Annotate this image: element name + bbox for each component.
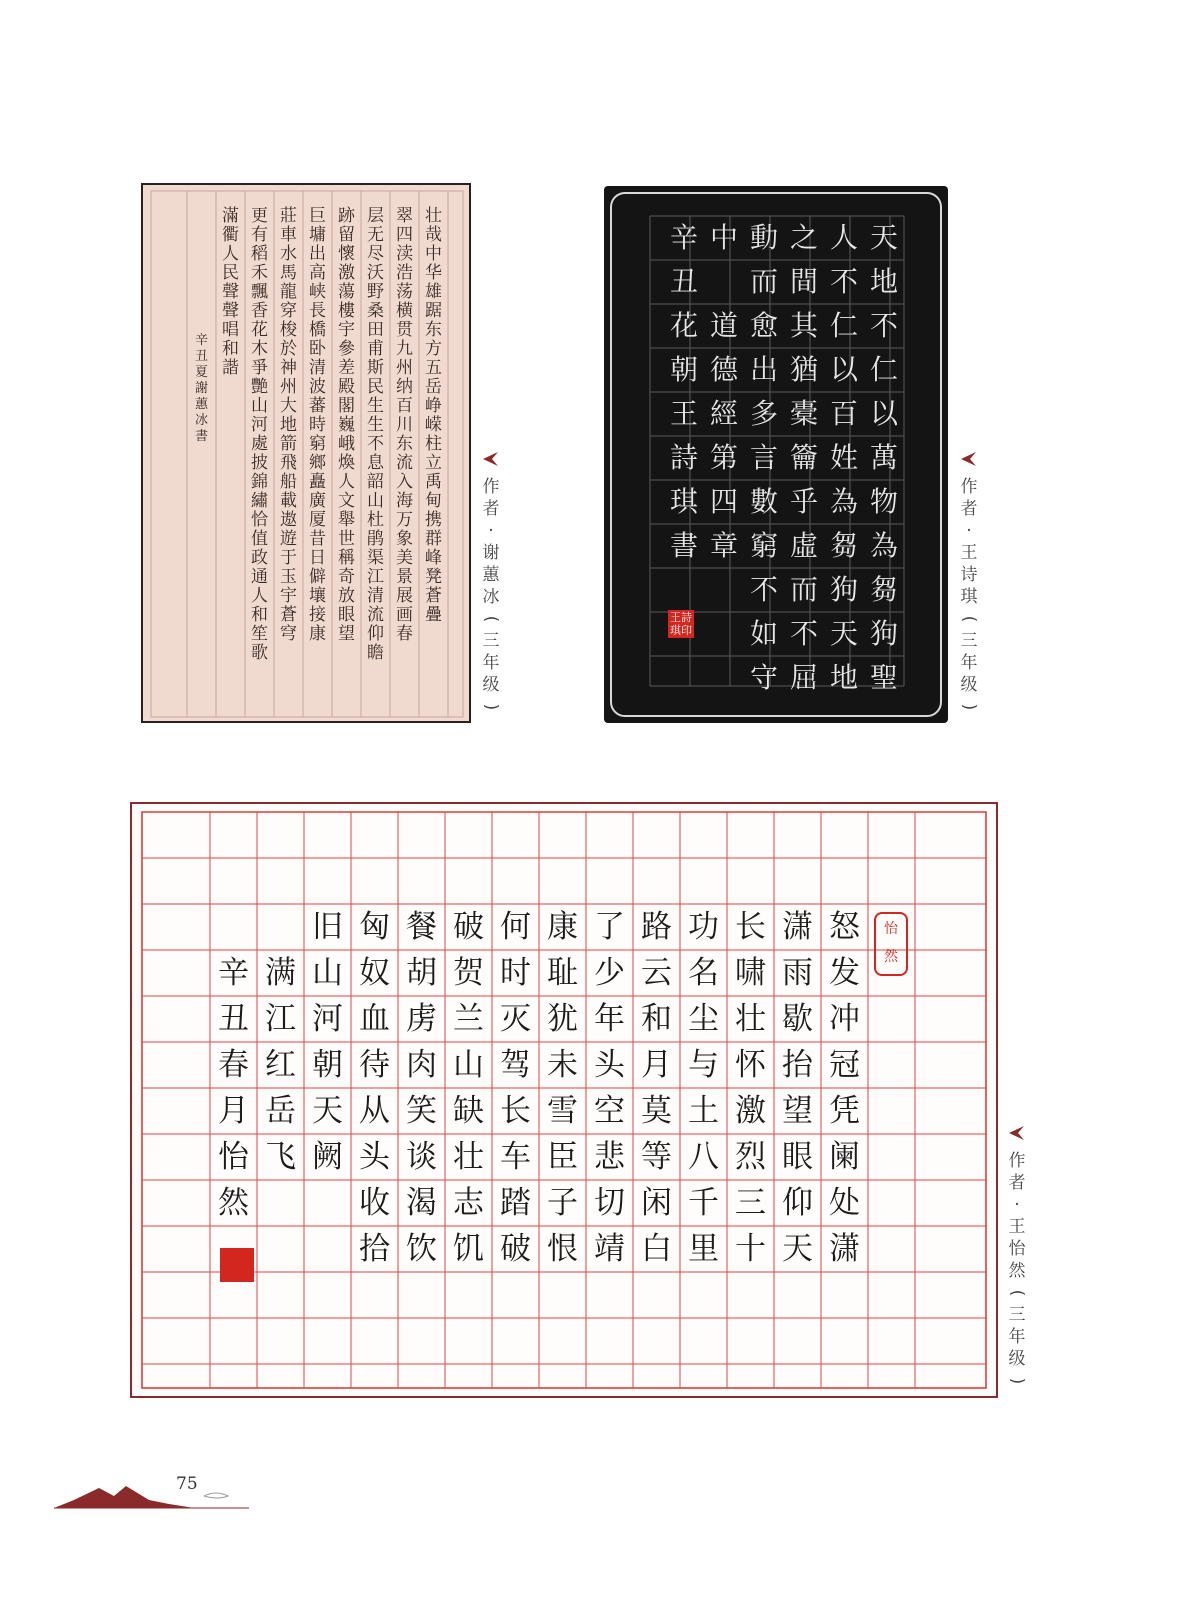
grid-character: 天 [782, 1231, 813, 1267]
grid-character: 未 [547, 1047, 578, 1083]
board-character: 花 [669, 309, 698, 342]
board-character: 不 [749, 573, 778, 606]
board-character: 姓 [829, 441, 858, 474]
board-character: 朝 [669, 353, 698, 386]
grid-character: 待 [359, 1047, 390, 1083]
calligraphy-work-xie-huibing [141, 183, 471, 723]
grid-character: 拾 [359, 1231, 390, 1267]
caption-grade: 三年级 [1008, 1305, 1026, 1369]
seal-text: 王詩琪印 [670, 611, 692, 637]
board-character: 不 [829, 265, 858, 298]
board-character: 為 [869, 529, 898, 562]
grid-character: 月 [641, 1047, 672, 1083]
caption-label: 作者 [960, 477, 978, 519]
grid-character: 臣 [547, 1139, 578, 1175]
board-character: 而 [749, 265, 778, 298]
grid-character: 雨 [782, 955, 813, 991]
text-column: 壮哉中华雄踞东方五岳峥嵘柱立禹甸携群峰凳蒼疊 [425, 206, 442, 625]
board-character: 愈 [749, 309, 778, 342]
mountain-decoration-icon [54, 1480, 254, 1514]
grid-character: 春 [218, 1047, 249, 1083]
board-character: 仁 [829, 309, 858, 342]
grid-character: 处 [829, 1185, 860, 1221]
grid-character: 眼 [782, 1139, 813, 1175]
grid-character: 里 [688, 1231, 719, 1267]
board-character: 窮 [749, 529, 778, 562]
grid-character: 和 [641, 1001, 672, 1037]
grid-character: 空 [594, 1093, 625, 1129]
caption-paren: ) [481, 703, 501, 711]
board-character: 動 [749, 221, 778, 254]
grid-character: 月 [218, 1093, 249, 1129]
board-character: 為 [829, 485, 858, 518]
grid-character: 餐 [406, 909, 437, 945]
caption-name: 谢蕙冰 [482, 543, 500, 607]
text-column: 巨墉出高峡長橋卧清波蕃時窮鄉矗廣厦昔日僻壤接康 [309, 206, 326, 644]
board-character: 琪 [669, 485, 698, 518]
board-character: 乎 [789, 485, 818, 518]
grid-character: 灭 [500, 1001, 531, 1037]
board-character: 如 [749, 617, 778, 650]
grid-character: 切 [594, 1185, 625, 1221]
board-character: 人 [829, 221, 858, 254]
caption-arrow-icon [480, 450, 500, 472]
board-character: 萬 [869, 441, 898, 474]
grid-character: 了 [594, 909, 625, 945]
board-character: 出 [749, 353, 778, 386]
board-character: 言 [749, 441, 778, 474]
grid-character: 贺 [453, 955, 484, 991]
board-character: 狗 [869, 617, 898, 650]
board-character: 多 [749, 397, 778, 430]
board-character: 橐 [789, 397, 818, 430]
grid-character: 辛 [218, 955, 249, 991]
board-character: 芻 [869, 573, 898, 606]
author-caption [958, 476, 980, 718]
grid-character: 阑 [829, 1139, 860, 1175]
text-column: 翠四渎浩荡横贯九州纳百川东流入海万象美景展画春 [396, 206, 413, 644]
grid-character: 红 [265, 1047, 296, 1083]
grid-character: 朝 [312, 1047, 343, 1083]
caption-grade: 三年级 [482, 631, 500, 695]
grid-character: 冲 [829, 1001, 860, 1037]
board-character: 虛 [789, 529, 818, 562]
grid-character: 八 [688, 1139, 719, 1175]
grid-character: 满 [265, 955, 296, 991]
board-character: 經 [709, 397, 738, 430]
grid-character: 靖 [594, 1231, 625, 1267]
author-caption [1006, 1150, 1028, 1392]
grid-character: 十 [735, 1231, 766, 1267]
board-character: 百 [829, 397, 858, 430]
board-character: 詩 [669, 441, 698, 474]
board-character: 聖 [869, 661, 898, 694]
grid-character: 等 [641, 1139, 672, 1175]
text-column: 莊車水馬龍穿梭於神州大地箭飛船載遨遊于玉宇蒼穹 [280, 206, 297, 644]
board-character: 丑 [669, 265, 698, 298]
grid-character: 潇 [829, 1231, 860, 1267]
board-character: 仁 [869, 353, 898, 386]
grid-character: 闲 [641, 1185, 672, 1221]
grid-character: 发 [829, 955, 860, 991]
grid-character: 志 [453, 1185, 484, 1221]
caption-paren: ( [959, 615, 979, 623]
board-character: 數 [749, 485, 778, 518]
caption-arrow-icon [958, 450, 978, 472]
board-character: 其 [789, 309, 818, 342]
board-character: 四 [709, 485, 738, 518]
grid-character: 飞 [265, 1139, 296, 1175]
paper-ruling [143, 185, 471, 723]
board-character: 德 [709, 353, 738, 386]
grid-character: 千 [688, 1185, 719, 1221]
caption-name: 王怡然 [1008, 1217, 1026, 1281]
grid-character: 阙 [312, 1139, 343, 1175]
grid-character: 烈 [735, 1139, 766, 1175]
grid-character: 雪 [547, 1093, 578, 1129]
grid-character: 歇 [782, 1001, 813, 1037]
grid-character: 山 [453, 1047, 484, 1083]
board-character: 不 [789, 617, 818, 650]
grid-character: 白 [641, 1231, 672, 1267]
board-character: 籥 [789, 441, 818, 474]
grid-character: 土 [688, 1093, 719, 1129]
grid-character: 云 [641, 955, 672, 991]
caption-paren: ) [959, 703, 979, 711]
board-character: 王 [669, 397, 698, 430]
seal-stamp [668, 610, 694, 638]
grid-character: 头 [359, 1139, 390, 1175]
caption-dot: · [1014, 1195, 1020, 1215]
grid-character: 悲 [594, 1139, 625, 1175]
grid-character: 抬 [782, 1047, 813, 1083]
grid-character: 耻 [547, 955, 578, 991]
board-character: 地 [829, 661, 858, 694]
board-character: 猶 [789, 353, 818, 386]
grid-character: 尘 [688, 1001, 719, 1037]
grid-character: 三 [735, 1185, 766, 1221]
grid-character: 路 [641, 909, 672, 945]
board-character: 第 [709, 441, 738, 474]
board-character: 辛 [669, 221, 698, 254]
board-character: 狗 [829, 573, 858, 606]
grid-character: 冠 [829, 1047, 860, 1083]
grid-character: 啸 [735, 955, 766, 991]
grid-character: 然 [218, 1185, 249, 1221]
caption-dot: · [966, 521, 972, 541]
board-character: 書 [669, 529, 698, 562]
board-character: 間 [789, 265, 818, 298]
board-character: 章 [709, 529, 738, 562]
grid-character: 头 [594, 1047, 625, 1083]
grid-character: 子 [547, 1185, 578, 1221]
board-character: 物 [869, 485, 898, 518]
grid-character: 血 [359, 1001, 390, 1037]
grid-character: 收 [359, 1185, 390, 1221]
board-character: 地 [869, 265, 898, 298]
board-character: 道 [709, 309, 738, 342]
board-character: 而 [789, 573, 818, 606]
caption-dot: · [488, 521, 494, 541]
grid-character: 怡 [218, 1139, 249, 1175]
caption-grade: 三年级 [960, 631, 978, 695]
text-column: 更有稻禾飄香花木爭艷山河處披錦繡恰值政通人和笙歌 [251, 206, 268, 663]
caption-paren: ( [1007, 1289, 1027, 1297]
grid-character: 渴 [406, 1185, 437, 1221]
calligraphy-work-wang-shiqi [604, 186, 948, 723]
grid-character: 驾 [500, 1047, 531, 1083]
grid-character: 虏 [406, 1001, 437, 1037]
grid-character: 河 [312, 1001, 343, 1037]
grid-character: 长 [500, 1093, 531, 1129]
grid-character: 车 [500, 1139, 531, 1175]
grid-character: 康 [547, 909, 578, 945]
grid-character: 望 [782, 1093, 813, 1129]
caption-label: 作者 [1008, 1151, 1026, 1193]
grid-character: 岳 [265, 1093, 296, 1129]
grid-character: 功 [688, 909, 719, 945]
text-column: 层无尽沃野桑田甫斯民生生不息韶山杜鹃渠江清流仰瞻 [367, 206, 384, 663]
calligraphy-work-wang-yiran [130, 802, 998, 1398]
caption-name: 王诗琪 [960, 543, 978, 607]
board-character: 以 [869, 397, 898, 430]
seal-text: 怡然 [884, 921, 898, 965]
signature-seal-stamp [220, 1248, 254, 1282]
caption-label: 作者 [482, 477, 500, 519]
grid-character: 破 [453, 909, 484, 945]
caption-arrow-icon [1006, 1124, 1026, 1146]
grid-character: 怒 [829, 909, 860, 945]
grid-character: 缺 [453, 1093, 484, 1129]
board-character: 不 [869, 309, 898, 342]
text-column: 跡留懷激蕩樓宇參差殿閣巍峨煥人文舉世稱奇放眼望 [338, 206, 355, 644]
signature: 辛丑夏謝蕙冰書 [194, 333, 208, 444]
grid-character: 莫 [641, 1093, 672, 1129]
grid-character: 江 [265, 1001, 296, 1037]
caption-paren: ( [481, 615, 501, 623]
grid-character: 潇 [782, 909, 813, 945]
grid-character: 名 [688, 955, 719, 991]
grid-character: 恨 [547, 1231, 578, 1267]
author-caption [480, 476, 502, 718]
caption-paren: ) [1007, 1377, 1027, 1385]
grid-character: 匈 [359, 909, 390, 945]
grid-character: 壮 [453, 1139, 484, 1175]
grid-character: 与 [688, 1047, 719, 1083]
grid-character: 天 [312, 1093, 343, 1129]
grid-character: 谈 [406, 1139, 437, 1175]
grid-character: 何 [500, 909, 531, 945]
grid-character: 仰 [782, 1185, 813, 1221]
grid-character: 少 [594, 955, 625, 991]
board-character: 守 [749, 661, 778, 694]
grid-character: 兰 [453, 1001, 484, 1037]
grid-character: 年 [594, 1001, 625, 1037]
grid-character: 胡 [406, 955, 437, 991]
grid-character: 丑 [218, 1001, 249, 1037]
grid-character: 激 [735, 1093, 766, 1129]
grid-character: 破 [500, 1231, 531, 1267]
seal-stamp [874, 912, 908, 976]
grid-character: 奴 [359, 955, 390, 991]
grid-character: 从 [359, 1093, 390, 1129]
board-character: 芻 [829, 529, 858, 562]
grid-character: 笑 [406, 1093, 437, 1129]
grid-character: 肉 [406, 1047, 437, 1083]
board-character: 天 [829, 617, 858, 650]
grid-character: 凭 [829, 1093, 860, 1129]
grid-character: 犹 [547, 1001, 578, 1037]
grid-character: 踏 [500, 1185, 531, 1221]
text-column: 滿衢人民聲聲唱和諧 [222, 206, 239, 378]
grid-character: 时 [500, 955, 531, 991]
grid-character: 饮 [406, 1231, 437, 1267]
board-character: 屈 [789, 661, 818, 694]
grid-character: 壮 [735, 1001, 766, 1037]
grid-character: 长 [735, 909, 766, 945]
board-character: 以 [829, 353, 858, 386]
page-number: 75 [176, 1474, 198, 1494]
board-character: 之 [789, 221, 818, 254]
grid-character: 怀 [735, 1047, 766, 1083]
grid-character: 山 [312, 955, 343, 991]
grid-character: 旧 [312, 909, 343, 945]
board-character: 天 [869, 221, 898, 254]
board-character: 中 [709, 221, 738, 254]
grid-character: 饥 [453, 1231, 484, 1267]
